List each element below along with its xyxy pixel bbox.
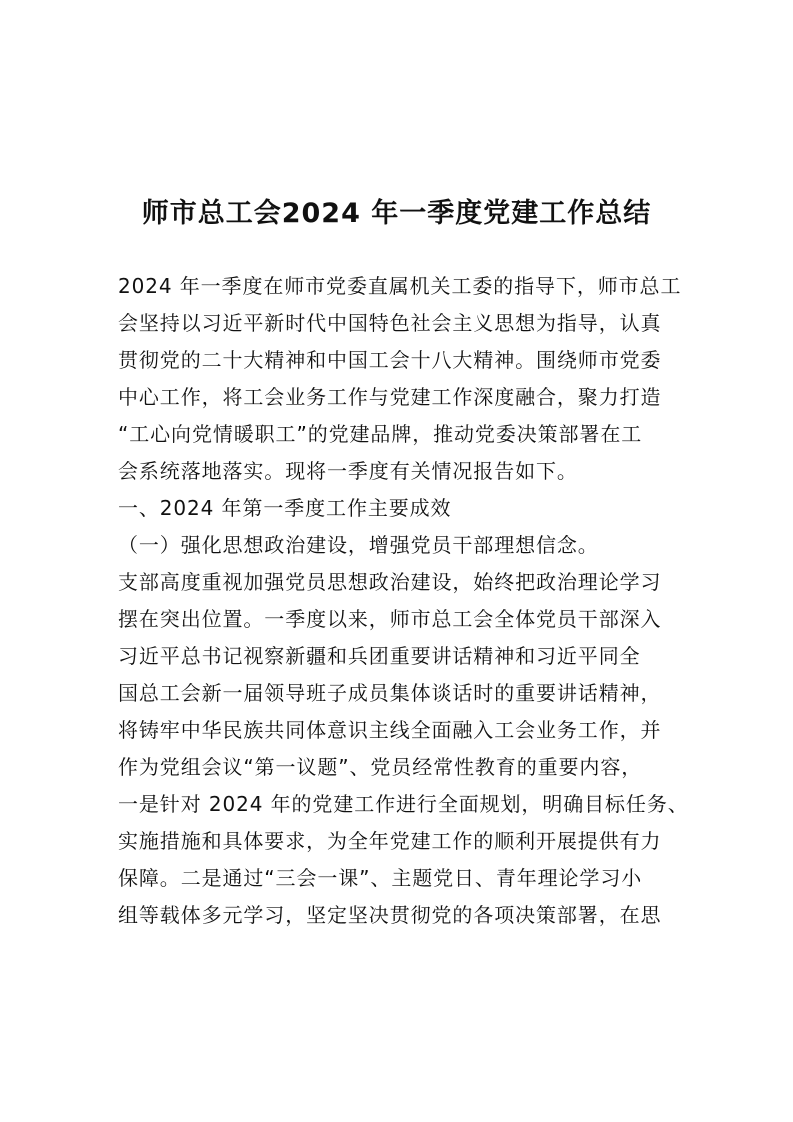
text-line-11: 习近平总书记视察新疆和兵团重要讲话精神和习近平同全	[118, 644, 641, 668]
text-line-14: 作为党组会议“第一议题”、党员经常性教育的重要内容，	[118, 755, 643, 779]
text-line-5: “工心向党情暖职工”的党建品牌，推动党委决策部署在工	[118, 422, 643, 446]
text-line-10: 摆在突出位置。一季度以来，师市总工会全体党员干部深入	[118, 607, 662, 631]
text-line-2: 会坚持以习近平新时代中国特色社会主义思想为指导，认真	[118, 311, 662, 335]
document-title: 师市总工会2024 年一季度党建工作总结	[141, 198, 652, 229]
text-line-4: 中心工作，将工会业务工作与党建工作深度融合，聚力打造	[118, 385, 662, 409]
text-line-3: 贯彻党的二十大精神和中国工会十八大精神。围绕师市党委	[118, 348, 662, 372]
subsection-heading-1: （一）强化思想政治建设，增强党员干部理想信念。	[118, 533, 599, 557]
text-line-18: 组等载体多元学习，坚定坚决贯彻党的各项决策部署，在思	[118, 903, 662, 927]
text-line-16: 实施措施和具体要求，为全年党建工作的顺利开展提供有力	[118, 829, 662, 853]
text-line-12: 国总工会新一届领导班子成员集体谈话时的重要讲话精神，	[118, 681, 662, 705]
text-line-9: 支部高度重视加强党员思想政治建设，始终把政治理论学习	[118, 570, 662, 594]
text-line-1: 2024 年一季度在师市党委直属机关工委的指导下，师市总工	[118, 274, 682, 298]
text-line-6: 会系统落地落实。现将一季度有关情况报告如下。	[118, 459, 578, 483]
text-line-17: 保障。二是通过“三会一课”、主题党日、青年理论学习小	[118, 866, 643, 890]
section-heading-1: 一、2024 年第一季度工作主要成效	[118, 496, 452, 520]
text-line-13: 将铸牢中华民族共同体意识主线全面融入工会业务工作，并	[118, 718, 662, 742]
text-line-15: 一是针对 2024 年的党建工作进行全面规划，明确目标任务、	[118, 792, 689, 816]
